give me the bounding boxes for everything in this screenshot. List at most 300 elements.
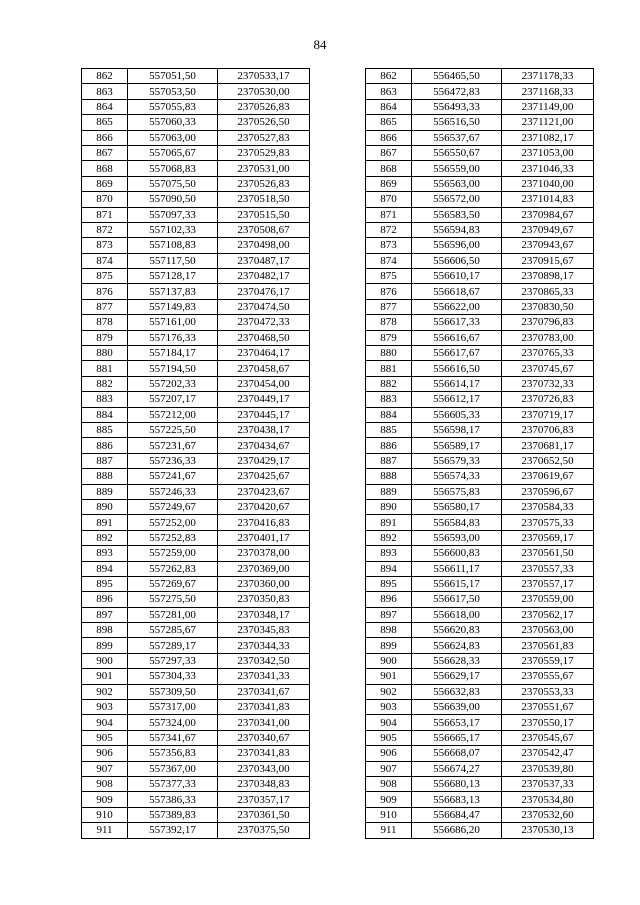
- left-point-number-cell: 910: [82, 807, 128, 822]
- left-y-coordinate-cell: 2370518,50: [218, 192, 310, 207]
- right-x-coordinate-cell: 556653,17: [412, 715, 502, 730]
- left-x-coordinate-cell: 557377,33: [128, 776, 218, 791]
- left-point-number-cell: 899: [82, 638, 128, 653]
- right-x-coordinate-cell: 556618,67: [412, 284, 502, 299]
- right-y-coordinate-cell: 2370551,67: [502, 700, 594, 715]
- column-gap-cell: [310, 530, 366, 545]
- left-x-coordinate-cell: 557055,83: [128, 99, 218, 114]
- left-y-coordinate-cell: 2370526,83: [218, 176, 310, 191]
- left-point-number-cell: 904: [82, 715, 128, 730]
- column-gap-cell: [310, 730, 366, 745]
- left-x-coordinate-cell: 557392,17: [128, 823, 218, 838]
- left-point-number-cell: 873: [82, 238, 128, 253]
- left-x-coordinate-cell: 557341,67: [128, 730, 218, 745]
- right-y-coordinate-cell: 2371046,33: [502, 161, 594, 176]
- left-point-number-cell: 897: [82, 607, 128, 622]
- right-x-coordinate-cell: 556674,27: [412, 761, 502, 776]
- right-point-number-cell: 872: [366, 222, 412, 237]
- right-point-number-cell: 865: [366, 115, 412, 130]
- left-x-coordinate-cell: 557108,83: [128, 238, 218, 253]
- right-x-coordinate-cell: 556596,00: [412, 238, 502, 253]
- right-point-number-cell: 882: [366, 376, 412, 391]
- left-y-coordinate-cell: 2370445,17: [218, 407, 310, 422]
- left-y-coordinate-cell: 2370341,67: [218, 684, 310, 699]
- right-y-coordinate-cell: 2370557,17: [502, 576, 594, 591]
- left-point-number-cell: 889: [82, 484, 128, 499]
- left-y-coordinate-cell: 2370476,17: [218, 284, 310, 299]
- left-point-number-cell: 891: [82, 515, 128, 530]
- right-y-coordinate-cell: 2370539,80: [502, 761, 594, 776]
- right-point-number-cell: 873: [366, 238, 412, 253]
- table-row: [82, 145, 594, 160]
- table-row: [82, 776, 594, 791]
- left-y-coordinate-cell: 2370361,50: [218, 807, 310, 822]
- left-x-coordinate-cell: 557289,17: [128, 638, 218, 653]
- left-point-number-cell: 862: [82, 69, 128, 84]
- column-gap-cell: [310, 792, 366, 807]
- right-x-coordinate-cell: 556624,83: [412, 638, 502, 653]
- left-y-coordinate-cell: 2370425,67: [218, 469, 310, 484]
- left-x-coordinate-cell: 557194,50: [128, 361, 218, 376]
- right-y-coordinate-cell: 2370532,60: [502, 807, 594, 822]
- right-y-coordinate-cell: 2370949,67: [502, 222, 594, 237]
- right-x-coordinate-cell: 556584,83: [412, 515, 502, 530]
- right-y-coordinate-cell: 2370596,67: [502, 484, 594, 499]
- table-row: [82, 192, 594, 207]
- right-y-coordinate-cell: 2370745,67: [502, 361, 594, 376]
- left-point-number-cell: 879: [82, 330, 128, 345]
- left-y-coordinate-cell: 2370401,17: [218, 530, 310, 545]
- coordinates-table: [81, 68, 594, 839]
- right-point-number-cell: 900: [366, 653, 412, 668]
- right-y-coordinate-cell: 2370534,80: [502, 792, 594, 807]
- column-gap-cell: [310, 130, 366, 145]
- left-y-coordinate-cell: 2370345,83: [218, 623, 310, 638]
- column-gap-cell: [310, 176, 366, 191]
- right-x-coordinate-cell: 556684,47: [412, 807, 502, 822]
- right-y-coordinate-cell: 2370652,50: [502, 453, 594, 468]
- left-y-coordinate-cell: 2370468,50: [218, 330, 310, 345]
- table-row: [82, 422, 594, 437]
- column-gap-cell: [310, 684, 366, 699]
- right-y-coordinate-cell: 2370530,13: [502, 823, 594, 838]
- right-x-coordinate-cell: 556593,00: [412, 530, 502, 545]
- left-x-coordinate-cell: 557241,67: [128, 469, 218, 484]
- right-x-coordinate-cell: 556620,83: [412, 623, 502, 638]
- table-row: [82, 222, 594, 237]
- right-y-coordinate-cell: 2370915,67: [502, 253, 594, 268]
- right-y-coordinate-cell: 2370575,33: [502, 515, 594, 530]
- column-gap-cell: [310, 453, 366, 468]
- left-x-coordinate-cell: 557207,17: [128, 392, 218, 407]
- right-x-coordinate-cell: 556598,17: [412, 422, 502, 437]
- left-x-coordinate-cell: 557262,83: [128, 561, 218, 576]
- left-y-coordinate-cell: 2370526,50: [218, 115, 310, 130]
- left-point-number-cell: 896: [82, 592, 128, 607]
- right-x-coordinate-cell: 556579,33: [412, 453, 502, 468]
- left-x-coordinate-cell: 557117,50: [128, 253, 218, 268]
- left-x-coordinate-cell: 557236,33: [128, 453, 218, 468]
- right-x-coordinate-cell: 556639,00: [412, 700, 502, 715]
- left-y-coordinate-cell: 2370434,67: [218, 438, 310, 453]
- right-point-number-cell: 910: [366, 807, 412, 822]
- left-y-coordinate-cell: 2370454,00: [218, 376, 310, 391]
- left-x-coordinate-cell: 557252,00: [128, 515, 218, 530]
- table-row: [82, 592, 594, 607]
- left-point-number-cell: 909: [82, 792, 128, 807]
- left-point-number-cell: 885: [82, 422, 128, 437]
- right-y-coordinate-cell: 2370619,67: [502, 469, 594, 484]
- right-y-coordinate-cell: 2370865,33: [502, 284, 594, 299]
- column-gap-cell: [310, 700, 366, 715]
- right-x-coordinate-cell: 556617,50: [412, 592, 502, 607]
- left-y-coordinate-cell: 2370529,83: [218, 145, 310, 160]
- right-y-coordinate-cell: 2371082,17: [502, 130, 594, 145]
- column-gap-cell: [310, 484, 366, 499]
- column-gap-cell: [310, 576, 366, 591]
- right-point-number-cell: 870: [366, 192, 412, 207]
- table-row: [82, 623, 594, 638]
- left-y-coordinate-cell: 2370530,00: [218, 84, 310, 99]
- right-x-coordinate-cell: 556616,67: [412, 330, 502, 345]
- table-row: [82, 392, 594, 407]
- right-point-number-cell: 884: [366, 407, 412, 422]
- left-y-coordinate-cell: 2370343,00: [218, 761, 310, 776]
- right-x-coordinate-cell: 556632,83: [412, 684, 502, 699]
- right-x-coordinate-cell: 556618,00: [412, 607, 502, 622]
- right-x-coordinate-cell: 556472,83: [412, 84, 502, 99]
- left-x-coordinate-cell: 557051,50: [128, 69, 218, 84]
- table-row: [82, 84, 594, 99]
- left-point-number-cell: 903: [82, 700, 128, 715]
- left-point-number-cell: 866: [82, 130, 128, 145]
- right-x-coordinate-cell: 556589,17: [412, 438, 502, 453]
- right-point-number-cell: 880: [366, 346, 412, 361]
- column-gap-cell: [310, 422, 366, 437]
- right-y-coordinate-cell: 2371178,33: [502, 69, 594, 84]
- left-point-number-cell: 881: [82, 361, 128, 376]
- left-y-coordinate-cell: 2370416,83: [218, 515, 310, 530]
- left-x-coordinate-cell: 557249,67: [128, 499, 218, 514]
- table-row: [82, 346, 594, 361]
- left-point-number-cell: 894: [82, 561, 128, 576]
- table-row: [82, 315, 594, 330]
- table-row: [82, 469, 594, 484]
- table-row: [82, 576, 594, 591]
- left-y-coordinate-cell: 2370348,83: [218, 776, 310, 791]
- right-y-coordinate-cell: 2371121,00: [502, 115, 594, 130]
- table-row: [82, 207, 594, 222]
- column-gap-cell: [310, 407, 366, 422]
- table-row: [82, 546, 594, 561]
- right-x-coordinate-cell: 556605,33: [412, 407, 502, 422]
- right-point-number-cell: 866: [366, 130, 412, 145]
- left-x-coordinate-cell: 557060,33: [128, 115, 218, 130]
- column-gap-cell: [310, 115, 366, 130]
- left-y-coordinate-cell: 2370423,67: [218, 484, 310, 499]
- left-point-number-cell: 905: [82, 730, 128, 745]
- right-point-number-cell: 889: [366, 484, 412, 499]
- left-point-number-cell: 871: [82, 207, 128, 222]
- table-row: [82, 299, 594, 314]
- right-point-number-cell: 886: [366, 438, 412, 453]
- left-point-number-cell: 884: [82, 407, 128, 422]
- right-y-coordinate-cell: 2370783,00: [502, 330, 594, 345]
- right-point-number-cell: 879: [366, 330, 412, 345]
- table-row: [82, 561, 594, 576]
- column-gap-cell: [310, 192, 366, 207]
- right-y-coordinate-cell: 2370726,83: [502, 392, 594, 407]
- right-point-number-cell: 896: [366, 592, 412, 607]
- column-gap-cell: [310, 253, 366, 268]
- right-y-coordinate-cell: 2370562,17: [502, 607, 594, 622]
- left-x-coordinate-cell: 557090,50: [128, 192, 218, 207]
- right-y-coordinate-cell: 2370569,17: [502, 530, 594, 545]
- left-point-number-cell: 880: [82, 346, 128, 361]
- left-point-number-cell: 874: [82, 253, 128, 268]
- column-gap-cell: [310, 515, 366, 530]
- right-point-number-cell: 909: [366, 792, 412, 807]
- right-x-coordinate-cell: 556550,67: [412, 145, 502, 160]
- right-x-coordinate-cell: 556575,83: [412, 484, 502, 499]
- right-y-coordinate-cell: 2371040,00: [502, 176, 594, 191]
- right-x-coordinate-cell: 556617,67: [412, 346, 502, 361]
- column-gap-cell: [310, 269, 366, 284]
- right-y-coordinate-cell: 2370563,00: [502, 623, 594, 638]
- table-row: [82, 284, 594, 299]
- left-point-number-cell: 875: [82, 269, 128, 284]
- column-gap-cell: [310, 561, 366, 576]
- left-x-coordinate-cell: 557075,50: [128, 176, 218, 191]
- left-y-coordinate-cell: 2370344,33: [218, 638, 310, 653]
- right-y-coordinate-cell: 2370542,47: [502, 746, 594, 761]
- right-y-coordinate-cell: 2370561,50: [502, 546, 594, 561]
- left-y-coordinate-cell: 2370474,50: [218, 299, 310, 314]
- left-point-number-cell: 886: [82, 438, 128, 453]
- table-row: [82, 253, 594, 268]
- column-gap-cell: [310, 392, 366, 407]
- left-point-number-cell: 898: [82, 623, 128, 638]
- table-row: [82, 453, 594, 468]
- left-point-number-cell: 906: [82, 746, 128, 761]
- left-x-coordinate-cell: 557246,33: [128, 484, 218, 499]
- left-point-number-cell: 878: [82, 315, 128, 330]
- column-gap-cell: [310, 776, 366, 791]
- left-x-coordinate-cell: 557356,83: [128, 746, 218, 761]
- left-x-coordinate-cell: 557281,00: [128, 607, 218, 622]
- left-x-coordinate-cell: 557202,33: [128, 376, 218, 391]
- left-x-coordinate-cell: 557184,17: [128, 346, 218, 361]
- right-point-number-cell: 874: [366, 253, 412, 268]
- right-y-coordinate-cell: 2370796,83: [502, 315, 594, 330]
- left-x-coordinate-cell: 557225,50: [128, 422, 218, 437]
- right-x-coordinate-cell: 556563,00: [412, 176, 502, 191]
- left-y-coordinate-cell: 2370378,00: [218, 546, 310, 561]
- right-x-coordinate-cell: 556574,33: [412, 469, 502, 484]
- table-row: [82, 407, 594, 422]
- right-x-coordinate-cell: 556628,33: [412, 653, 502, 668]
- column-gap-cell: [310, 746, 366, 761]
- right-x-coordinate-cell: 556680,13: [412, 776, 502, 791]
- left-y-coordinate-cell: 2370482,17: [218, 269, 310, 284]
- left-y-coordinate-cell: 2370526,83: [218, 99, 310, 114]
- table-row: [82, 330, 594, 345]
- right-point-number-cell: 905: [366, 730, 412, 745]
- left-point-number-cell: 901: [82, 669, 128, 684]
- column-gap-cell: [310, 499, 366, 514]
- column-gap-cell: [310, 592, 366, 607]
- left-y-coordinate-cell: 2370420,67: [218, 499, 310, 514]
- right-point-number-cell: 904: [366, 715, 412, 730]
- right-point-number-cell: 893: [366, 546, 412, 561]
- table-row: [82, 638, 594, 653]
- left-y-coordinate-cell: 2370487,17: [218, 253, 310, 268]
- column-gap-cell: [310, 161, 366, 176]
- right-point-number-cell: 885: [366, 422, 412, 437]
- left-point-number-cell: 872: [82, 222, 128, 237]
- left-y-coordinate-cell: 2370350,83: [218, 592, 310, 607]
- right-point-number-cell: 883: [366, 392, 412, 407]
- right-point-number-cell: 863: [366, 84, 412, 99]
- column-gap-cell: [310, 299, 366, 314]
- left-y-coordinate-cell: 2370464,17: [218, 346, 310, 361]
- left-y-coordinate-cell: 2370348,17: [218, 607, 310, 622]
- left-point-number-cell: 864: [82, 99, 128, 114]
- left-point-number-cell: 867: [82, 145, 128, 160]
- table-row: [82, 269, 594, 284]
- right-x-coordinate-cell: 556610,17: [412, 269, 502, 284]
- right-point-number-cell: 891: [366, 515, 412, 530]
- left-y-coordinate-cell: 2370515,50: [218, 207, 310, 222]
- column-gap-cell: [310, 99, 366, 114]
- right-y-coordinate-cell: 2371014,83: [502, 192, 594, 207]
- right-y-coordinate-cell: 2370555,67: [502, 669, 594, 684]
- table-row: [82, 700, 594, 715]
- right-y-coordinate-cell: 2370732,33: [502, 376, 594, 391]
- right-point-number-cell: 869: [366, 176, 412, 191]
- right-point-number-cell: 877: [366, 299, 412, 314]
- left-point-number-cell: 877: [82, 299, 128, 314]
- left-x-coordinate-cell: 557053,50: [128, 84, 218, 99]
- right-x-coordinate-cell: 556683,13: [412, 792, 502, 807]
- right-x-coordinate-cell: 556465,50: [412, 69, 502, 84]
- right-x-coordinate-cell: 556629,17: [412, 669, 502, 684]
- table-row: [82, 438, 594, 453]
- column-gap-cell: [310, 238, 366, 253]
- table-row: [82, 99, 594, 114]
- right-y-coordinate-cell: 2370537,33: [502, 776, 594, 791]
- right-y-coordinate-cell: 2370706,83: [502, 422, 594, 437]
- right-y-coordinate-cell: 2371149,00: [502, 99, 594, 114]
- right-x-coordinate-cell: 556622,00: [412, 299, 502, 314]
- table-row: [82, 69, 594, 84]
- table-row: [82, 807, 594, 822]
- left-point-number-cell: 876: [82, 284, 128, 299]
- left-y-coordinate-cell: 2370341,00: [218, 715, 310, 730]
- right-y-coordinate-cell: 2370765,33: [502, 346, 594, 361]
- left-point-number-cell: 869: [82, 176, 128, 191]
- left-y-coordinate-cell: 2370498,00: [218, 238, 310, 253]
- right-point-number-cell: 878: [366, 315, 412, 330]
- left-y-coordinate-cell: 2370341,83: [218, 700, 310, 715]
- table-row: [82, 792, 594, 807]
- table-row: [82, 238, 594, 253]
- right-y-coordinate-cell: 2370898,17: [502, 269, 594, 284]
- column-gap-cell: [310, 69, 366, 84]
- right-y-coordinate-cell: 2370559,00: [502, 592, 594, 607]
- column-gap-cell: [310, 469, 366, 484]
- table-row: [82, 361, 594, 376]
- table-row: [82, 484, 594, 499]
- column-gap-cell: [310, 284, 366, 299]
- column-gap-cell: [310, 823, 366, 838]
- right-y-coordinate-cell: 2371053,00: [502, 145, 594, 160]
- right-point-number-cell: 875: [366, 269, 412, 284]
- left-x-coordinate-cell: 557309,50: [128, 684, 218, 699]
- right-point-number-cell: 862: [366, 69, 412, 84]
- left-point-number-cell: 865: [82, 115, 128, 130]
- left-x-coordinate-cell: 557212,00: [128, 407, 218, 422]
- left-y-coordinate-cell: 2370438,17: [218, 422, 310, 437]
- left-x-coordinate-cell: 557285,67: [128, 623, 218, 638]
- table-row: [82, 376, 594, 391]
- right-y-coordinate-cell: 2370584,33: [502, 499, 594, 514]
- right-y-coordinate-cell: 2370550,17: [502, 715, 594, 730]
- left-x-coordinate-cell: 557252,83: [128, 530, 218, 545]
- table-row: [82, 669, 594, 684]
- right-y-coordinate-cell: 2370557,33: [502, 561, 594, 576]
- left-y-coordinate-cell: 2370369,00: [218, 561, 310, 576]
- column-gap-cell: [310, 669, 366, 684]
- left-point-number-cell: 870: [82, 192, 128, 207]
- right-point-number-cell: 888: [366, 469, 412, 484]
- left-point-number-cell: 908: [82, 776, 128, 791]
- left-point-number-cell: 887: [82, 453, 128, 468]
- left-y-coordinate-cell: 2370531,00: [218, 161, 310, 176]
- right-point-number-cell: 899: [366, 638, 412, 653]
- column-gap-cell: [310, 315, 366, 330]
- column-gap-cell: [310, 638, 366, 653]
- table-row: [82, 161, 594, 176]
- left-point-number-cell: 863: [82, 84, 128, 99]
- right-point-number-cell: 897: [366, 607, 412, 622]
- right-x-coordinate-cell: 556493,33: [412, 99, 502, 114]
- right-point-number-cell: 911: [366, 823, 412, 838]
- left-y-coordinate-cell: 2370472,33: [218, 315, 310, 330]
- left-x-coordinate-cell: 557137,83: [128, 284, 218, 299]
- left-x-coordinate-cell: 557102,33: [128, 222, 218, 237]
- left-point-number-cell: 883: [82, 392, 128, 407]
- right-y-coordinate-cell: 2370943,67: [502, 238, 594, 253]
- left-point-number-cell: 890: [82, 499, 128, 514]
- column-gap-cell: [310, 607, 366, 622]
- column-gap-cell: [310, 546, 366, 561]
- column-gap-cell: [310, 207, 366, 222]
- left-x-coordinate-cell: 557367,00: [128, 761, 218, 776]
- right-y-coordinate-cell: 2370561,83: [502, 638, 594, 653]
- right-point-number-cell: 881: [366, 361, 412, 376]
- right-x-coordinate-cell: 556611,17: [412, 561, 502, 576]
- column-gap-cell: [310, 438, 366, 453]
- left-x-coordinate-cell: 557128,17: [128, 269, 218, 284]
- table-row: [82, 746, 594, 761]
- right-y-coordinate-cell: 2370553,33: [502, 684, 594, 699]
- left-x-coordinate-cell: 557161,00: [128, 315, 218, 330]
- right-point-number-cell: 907: [366, 761, 412, 776]
- right-point-number-cell: 867: [366, 145, 412, 160]
- left-point-number-cell: 902: [82, 684, 128, 699]
- left-y-coordinate-cell: 2370341,33: [218, 669, 310, 684]
